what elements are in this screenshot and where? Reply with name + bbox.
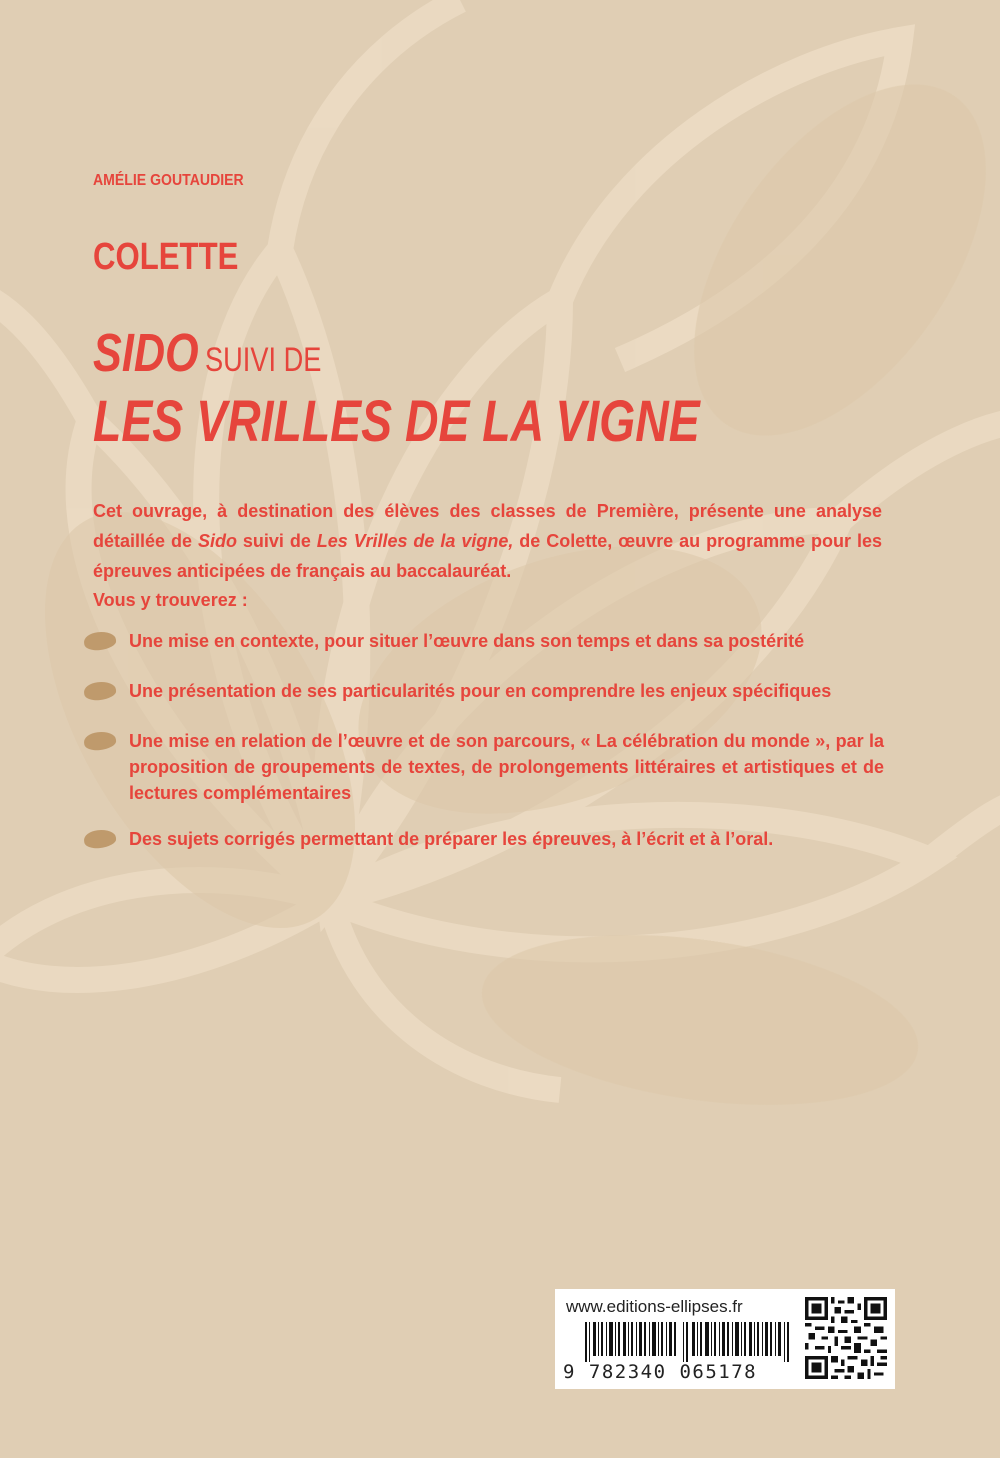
intro-text-3: de Colette, œuvre au programme pour les épreuves anticipées de français au baccalauréat. [93, 531, 882, 581]
publisher-website: www.editions-ellipses.fr [566, 1297, 743, 1316]
bullet-petal-icon [83, 730, 117, 751]
intro-text-1: Cet ouvrage, à destination des élèves des classes de Première, présente une analyse détaillée de [93, 501, 882, 551]
lead-text: Vous y trouverez : [93, 590, 248, 610]
title-sido: SIDO [93, 323, 199, 383]
bullet-petal-icon [83, 680, 117, 701]
book-title-line-2: LES VRILLES DE LA VIGNE [93, 389, 700, 454]
writer-name: COLETTE [93, 236, 239, 278]
list-item-text: Des sujets corrigés permettant de préparer les épreuves, à l’écrit et à l’oral. [129, 829, 774, 849]
list-item [84, 826, 773, 852]
intro-title-vrilles: Les Vrilles de la vigne, [316, 531, 514, 551]
list-item [84, 628, 804, 654]
barcode-image [585, 1322, 790, 1362]
intro-text-2: suivi de [236, 531, 317, 551]
qr-code-icon [805, 1297, 887, 1379]
list-item-text: Une mise en contexte, pour situer l’œuvre dans son temps et dans sa postérité [129, 631, 805, 651]
bullet-petal-icon [83, 828, 117, 849]
isbn-number: 9 782340 065178 [563, 1361, 758, 1383]
bullet-petal-icon [83, 630, 117, 651]
list-item-text: Une présentation de ses particularités pour en comprendre les enjeux spécifiques [129, 681, 832, 701]
list-item-text: Une mise en relation de l’œuvre et de son parcours, « La célébration du monde », par la proposition de groupements de textes, de prolongements littéraires et artistiques et de lectures complémentaires [129, 731, 884, 803]
list-item [84, 728, 884, 806]
title-connector: SUIVI DE [205, 341, 322, 379]
barcode-panel [555, 1289, 895, 1389]
list-item [84, 678, 831, 704]
intro-paragraph [93, 496, 882, 586]
book-title-line-1 [93, 322, 321, 384]
intro-title-sido: Sido [197, 531, 237, 551]
author-name: AMÉLIE GOUTAUDIER [93, 172, 244, 189]
